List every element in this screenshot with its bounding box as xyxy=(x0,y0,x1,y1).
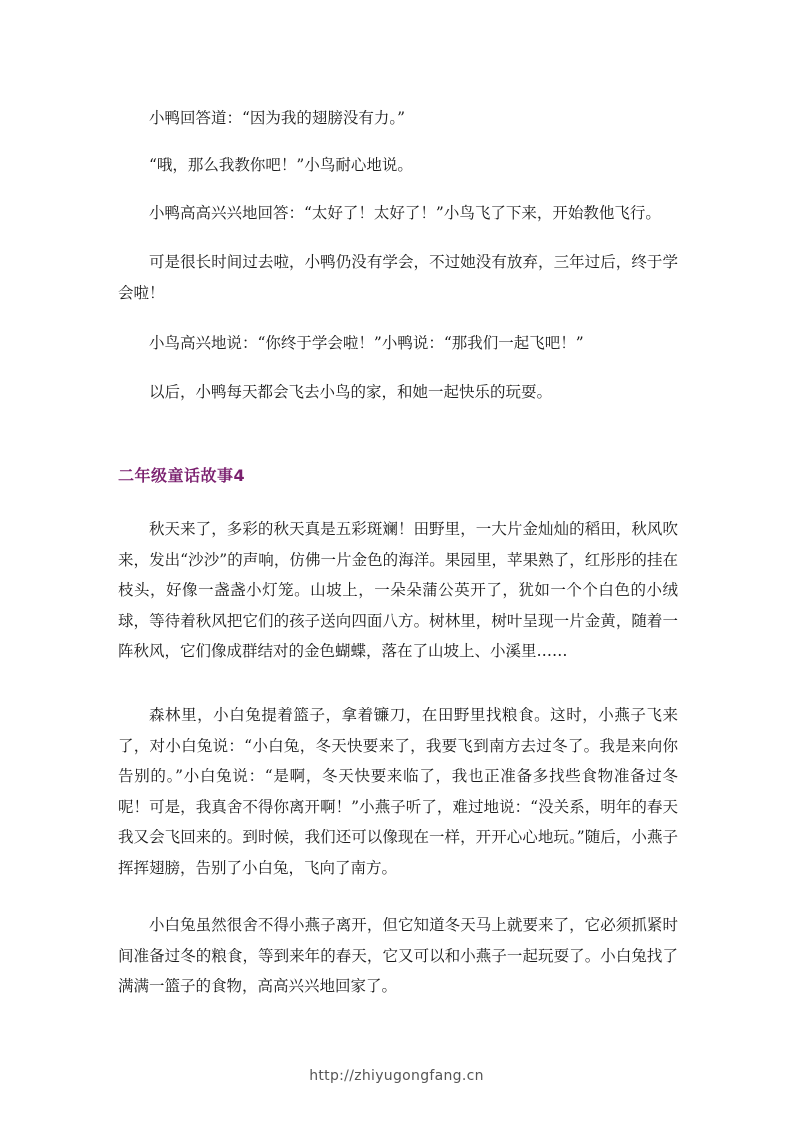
footer-url[interactable]: http://zhiyugongfang.cn xyxy=(309,1068,484,1084)
paragraph-autumn: 秋天来了，多彩的秋天真是五彩斑斓！田野里，一大片金灿灿的稻田，秋风吹来，发出“沙沙”的声响，仿佛一片金色的海洋。果园里，苹果熟了，红彤彤的挂在枝头，好像一盏盏小灯笼。山坡上，一朵朵蒲公英开了，犹如一个个白色的小绒球，等待着秋风把它们的孩子送向四面八方。树林里，树叶呈现一片金黄，随着一阵秋风，它们像成群结对的金色蝴蝶，落在了山坡上、小溪里…… xyxy=(118,520,678,660)
paragraph-rabbit-swallow: 森林里，小白兔提着篮子，拿着镰刀，在田野里找粮食。这时，小燕子飞来了，对小白兔说：“小白兔，冬天快要来了，我要飞到南方去过冬了。我是来向你告别的。”小白兔说：“是啊，冬天快要来临了，我也正准备多找些食物准备过冬呢！可是，我真舍不得你离开啊！”小燕子听了，难过地说：“没关系，明年的春天我又会飞回来的。到时候，我们还可以像现在一样，开开心心地玩。”随后，小燕子挥挥翅膀，告别了小白兔，飞向了南方。 xyxy=(118,706,678,877)
paragraph-three-years: 可是很长时间过去啦，小鸭仍没有学会，不过她没有放弃，三年过后，终于学会啦！ xyxy=(118,253,678,302)
section-heading: 二年级童话故事4 xyxy=(118,466,246,485)
paragraph-duck-happy: 小鸭高高兴兴地回答：“太好了！太好了！”小鸟飞了下来，开始教他飞行。 xyxy=(149,204,661,222)
paragraph-fly-together: 小鸟高兴地说：“你终于学会啦！”小鸭说：“那我们一起飞吧！” xyxy=(149,334,584,352)
paragraph-bird-teach: “哦，那么我教你吧！”小鸟耐心地说。 xyxy=(149,156,413,174)
paragraph-play-every-day: 以后，小鸭每天都会飞去小鸟的家，和她一起快乐的玩耍。 xyxy=(149,383,553,401)
paragraph-duck-answer: 小鸭回答道：“因为我的翅膀没有力。” xyxy=(149,109,406,127)
paragraph-rabbit-home: 小白兔虽然很舍不得小燕子离开，但它知道冬天马上就要来了，它必须抓紧时间准备过冬的粮食，等到来年的春天，它又可以和小燕子一起玩耍了。小白兔找了满满一篮子的食物，高高兴兴地回家了。 xyxy=(118,916,678,995)
